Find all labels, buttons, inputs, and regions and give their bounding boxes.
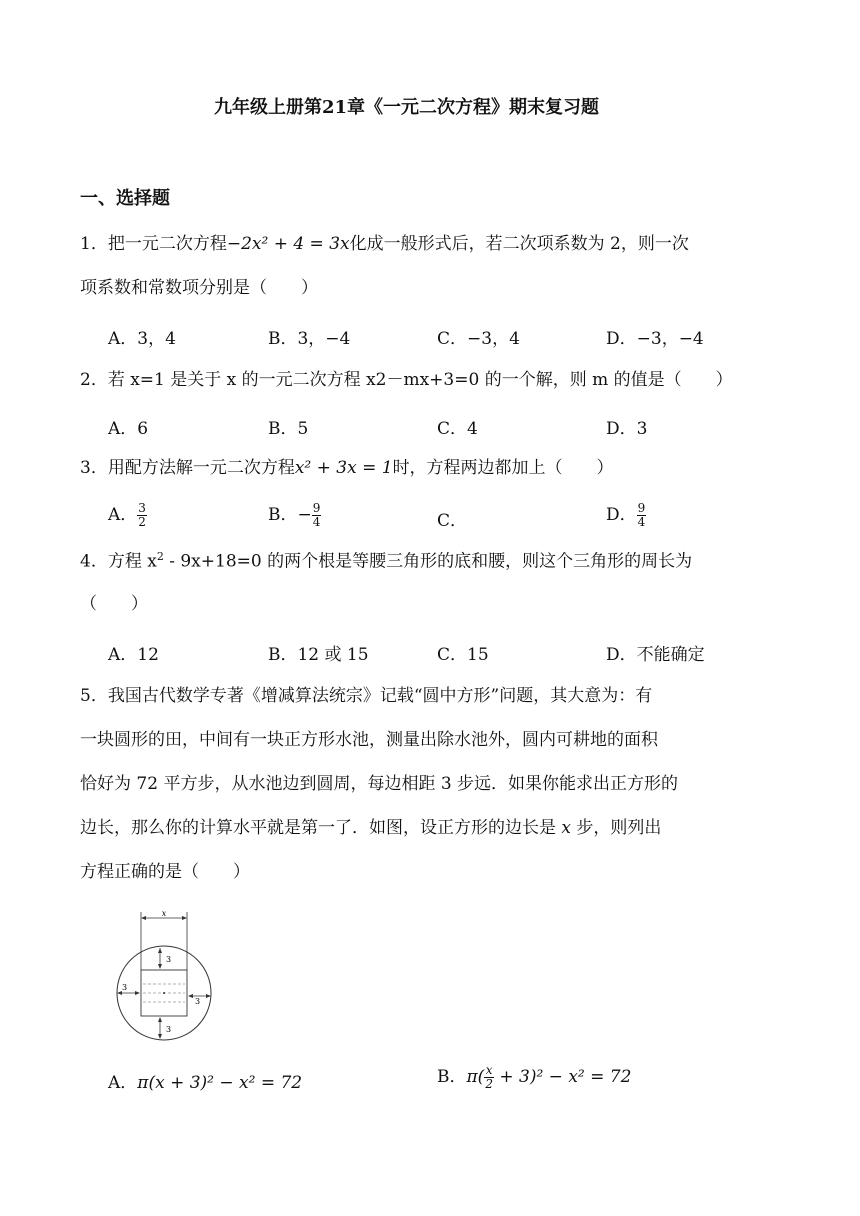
question-1-text-a: 把一元二次方程 — [107, 234, 227, 254]
question-3-text-a: 3．用配方法解一元二次方程 — [80, 458, 295, 478]
question-2-option-b: B．5 — [268, 419, 309, 439]
question-4-option-d: D．不能确定 — [606, 645, 705, 665]
fraction-numerator: 9 — [637, 500, 646, 515]
fraction-denominator: 2 — [485, 1077, 493, 1091]
question-4-text-a: 4．方程 x — [80, 551, 157, 572]
question-4-option-a: A．12 — [108, 645, 159, 665]
figure-x-label: x — [161, 909, 167, 918]
question-4-line-1 — [80, 550, 692, 572]
equation-part: π( — [466, 1067, 485, 1087]
question-3-text-b: 时，方程两边都加上（ ） — [392, 458, 614, 478]
question-4-option-c: C．15 — [437, 645, 489, 665]
fraction-numerator: x — [485, 1062, 493, 1077]
section-heading: 一、选择题 — [80, 188, 170, 209]
fraction-numerator: 3 — [138, 500, 146, 515]
fraction-numerator: 9 — [312, 500, 321, 515]
question-4-option-b: B．12 或 15 — [268, 645, 369, 665]
question-5-line-3: 恰好为 72 平方步，从水池边到圆周，每边相距 3 步远．如果你能求出正方形的 — [80, 774, 679, 794]
fraction-denominator: 4 — [637, 515, 646, 529]
question-3-option-c: C． — [437, 511, 468, 531]
question-5-variable: x — [561, 818, 571, 838]
question-5-option-a — [108, 1068, 302, 1093]
fraction-denominator: 4 — [312, 515, 321, 529]
question-5-option-b — [437, 1062, 631, 1091]
fraction — [137, 502, 147, 529]
option-label: B． — [437, 1067, 467, 1087]
question-5-line-5: 方程正确的是（ ） — [80, 862, 250, 882]
question-5-line-4 — [80, 818, 661, 838]
question-1-number: 1． — [80, 234, 108, 254]
question-1-line-1 — [80, 234, 689, 254]
question-1-option-d: D．−3，−4 — [606, 329, 704, 349]
question-5-option-a-equation: π(x + 3)² − x² = 72 — [137, 1073, 303, 1093]
circle-square-figure — [108, 908, 220, 1042]
option-label: B．− — [268, 505, 312, 525]
question-5-line-2: 一块圆形的田，中间有一块正方形水池，测量出除水池外，圆内可耕地的面积 — [80, 730, 658, 750]
question-2-option-c: C．4 — [437, 419, 478, 439]
figure-right-distance-label: 3 — [195, 997, 201, 1006]
option-label: A． — [108, 505, 138, 525]
question-3-option-b — [268, 500, 321, 529]
question-3-option-d — [606, 500, 646, 529]
question-3-option-a — [108, 500, 147, 529]
question-3-equation: x² + 3x = 1 — [294, 458, 393, 478]
figure-left-distance-label: 3 — [122, 983, 128, 992]
question-4-superscript: 2 — [156, 550, 164, 563]
question-1-text-b: 化成一般形式后，若二次项系数为 2，则一次 — [349, 234, 689, 254]
option-label: A． — [108, 1073, 138, 1093]
question-5-line-1: 5．我国古代数学专著《增减算法统宗》记载“圆中方形”问题，其大意为：有 — [80, 686, 653, 706]
question-5-line-4-text: 边长，那么你的计算水平就是第一了．如图，设正方形的边长是 — [80, 818, 556, 838]
question-1-line-2: 项系数和常数项分别是（ ） — [80, 278, 318, 298]
equation-part: + 3)² − x² = 72 — [493, 1067, 632, 1087]
fraction — [637, 502, 647, 529]
question-5-line-4-end: 步，则列出 — [576, 818, 662, 838]
question-3-text — [80, 458, 614, 478]
question-4-text-b: - 9x+18=0 的两个根是等腰三角形的底和腰，则这个三角形的周长为 — [163, 551, 693, 572]
page-title: 九年级上册第21章《一元二次方程》期末复习题 — [214, 97, 600, 118]
fraction — [312, 502, 322, 529]
fraction-denominator: 2 — [138, 515, 146, 529]
question-1-option-b: B．3，−4 — [268, 329, 351, 349]
question-2-text: 2．若 x=1 是关于 x 的一元二次方程 x2－mx+3=0 的一个解，则 m 的值是（ ） — [80, 370, 733, 390]
question-4-line-2: （ ） — [80, 594, 148, 614]
figure-top-distance-label: 3 — [166, 955, 172, 964]
question-1-option-c: C．−3，4 — [437, 329, 520, 349]
question-2-option-a: A．6 — [108, 419, 149, 439]
question-1-equation: −2x² + 4 = 3x — [226, 234, 350, 254]
figure-bottom-distance-label: 3 — [166, 1025, 172, 1034]
question-1-option-a: A．3，4 — [108, 329, 176, 349]
question-2-option-d: D．3 — [606, 419, 648, 439]
option-label: D． — [606, 505, 637, 525]
fraction — [484, 1064, 494, 1091]
